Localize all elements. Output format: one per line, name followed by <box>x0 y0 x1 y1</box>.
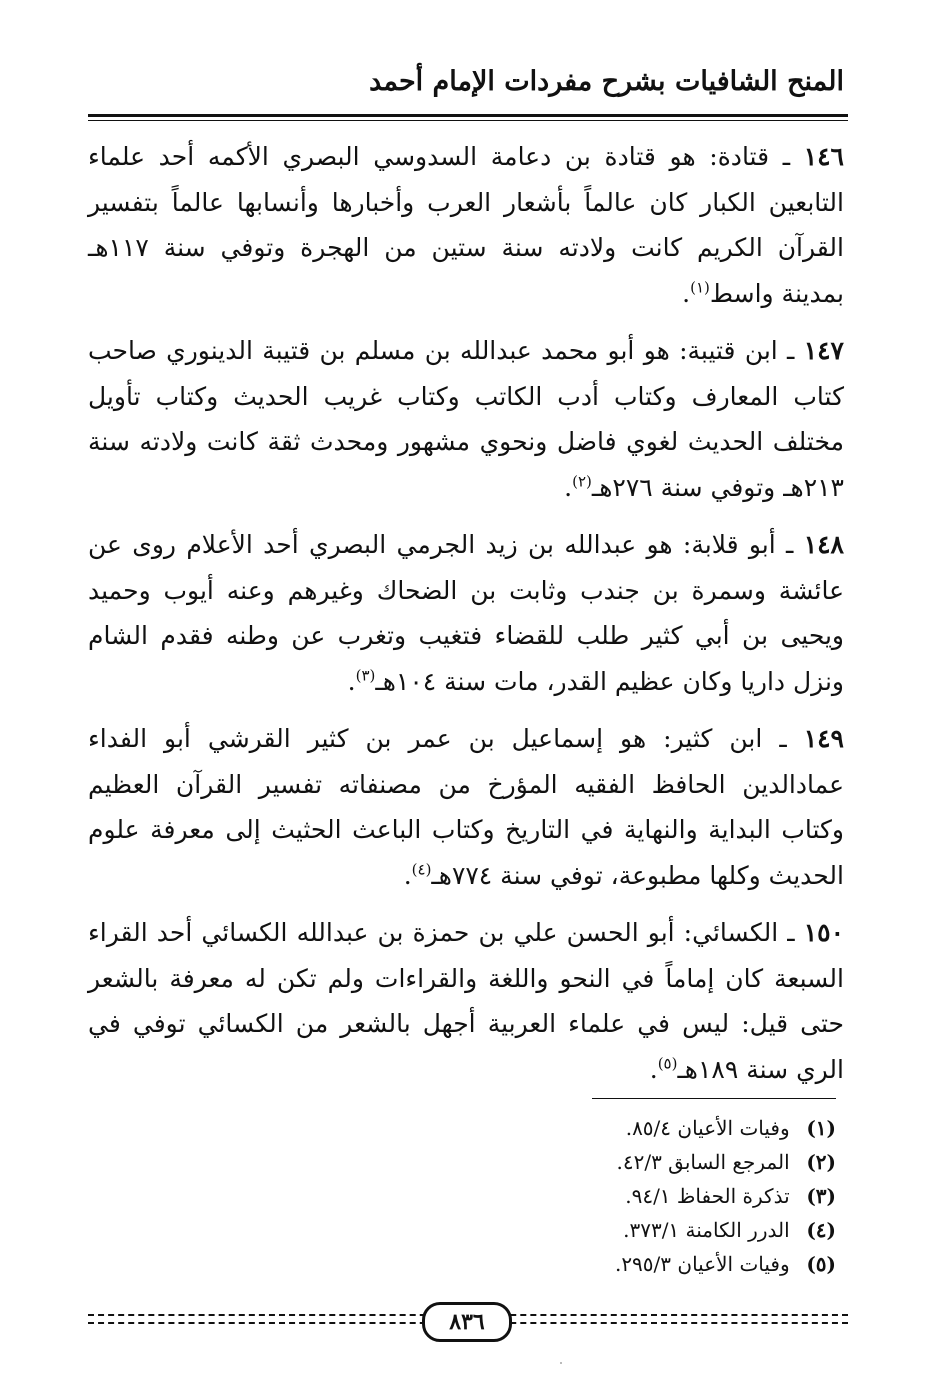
footnote-ref: (٣) <box>355 666 376 685</box>
biography-entry-149: ١٤٩ ـ ابن كثير: هو إسماعيل بن عمر بن كثير القرشي أبو الفداء عمادالدين الحافظ الفقيه المؤرخ من مصنفاته تفسير القرآن العظيم وكتاب البداية والنهاية في التاريخ وكتاب الباعث الحثيث إلى معرفة علوم الحديث وكلها مطبوعة، توفي سنة ٧٧٤هـ$^{(٤)}$. <box>88 724 844 890</box>
entry-number: ١٤٦ <box>803 142 844 171</box>
header-rule-thick <box>88 114 848 117</box>
footnote-label: (١) <box>806 1116 836 1140</box>
footnotes <box>436 1111 836 1281</box>
footnote-label: (٤) <box>806 1218 836 1242</box>
footnote-text: تذكرة الحفاظ ٩٤/١. <box>625 1184 790 1208</box>
main-text <box>88 134 844 1092</box>
entry-number: ١٥٠ <box>803 918 845 947</box>
page-footer <box>88 1304 848 1338</box>
footnote-label: (٥) <box>806 1252 836 1276</box>
header-rule-thin <box>88 120 848 121</box>
footnote-item <box>436 1179 836 1213</box>
entry-text: أبو قلابة: هو عبدالله بن زيد الجرمي البصري أحد الأعلام روى عن عائشة وسمرة بن جندب وثابت بن الضحاك وغيرهم وعنه أيوب وحميد ويحيى بن أبي كثير طلب للقضاء فتغيب وتغرب عن وطنه فقدم الشام ونزل داريا وكان عظيم القدر، مات سنة ١٠٤هـ <box>88 530 844 696</box>
entry-number: ١٤٩ <box>803 724 844 753</box>
entry-text: ابن قتيبة: هو أبو محمد عبدالله بن مسلم بن قتيبة الدينوري صاحب كتاب المعارف وكتاب أدب الكاتب وكتاب غريب الحديث وكتاب تأويل مختلف الحديث لغوي فاضل ونحوي مشهور ومحدث ثقة كانت ولادته سنة ٢١٣هـ وتوفي سنة ٢٧٦هـ <box>88 336 844 502</box>
footnote-ref: (١) <box>690 278 710 297</box>
footnote-label: (٢) <box>806 1150 836 1174</box>
biography-entry-147: ١٤٧ ـ ابن قتيبة: هو أبو محمد عبدالله بن مسلم بن قتيبة الدينوري صاحب كتاب المعارف وكتاب أدب الكاتب وكتاب غريب الحديث وكتاب تأويل مختلف الحديث لغوي فاضل ونحوي مشهور ومحدث ثقة كانت ولادته سنة ٢١٣هـ وتوفي سنة ٢٧٦هـ$^{(٢)}$. <box>88 336 844 502</box>
footnote-ref: (٥) <box>657 1054 678 1073</box>
entry-number: ١٤٧ <box>803 336 844 365</box>
footnote-separator <box>592 1098 836 1099</box>
footnote-ref: (٢) <box>572 472 592 491</box>
running-header-title: المنح الشافيات بشرح مفردات الإمام أحمد <box>369 66 844 97</box>
page-number: ٨٣٦ <box>422 1302 512 1342</box>
footnote-text: المرجع السابق ٤٢/٣. <box>616 1150 790 1174</box>
entry-text: ابن كثير: هو إسماعيل بن عمر بن كثير القرشي أبو الفداء عمادالدين الحافظ الفقيه المؤرخ من مصنفاته تفسير القرآن العظيم وكتاب البداية والنهاية في التاريخ وكتاب الباعث الحثيث إلى معرفة علوم الحديث وكلها مطبوعة، توفي سنة ٧٧٤هـ <box>88 724 844 890</box>
footnote-text: الدرر الكامنة ٣٧٣/١. <box>623 1218 790 1242</box>
entry-text: قتادة: هو قتادة بن دعامة السدوسي البصري الأكمه أحد علماء التابعين الكبار كان عالماً بأشعار العرب وأخبارها وأنسابها عالماً بتفسير القرآن الكريم كانت ولادته سنة ستين من الهجرة وتوفي سنة ١١٧هـ بمدينة واسط <box>88 142 844 308</box>
scan-speck <box>560 1362 562 1364</box>
footnote-ref: (٤) <box>411 860 432 879</box>
entry-number: ١٤٨ <box>803 530 844 559</box>
footnote-item <box>436 1213 836 1247</box>
footnote-item <box>436 1111 836 1145</box>
footnote-text: وفيات الأعيان ٢٩٥/٣. <box>614 1252 790 1276</box>
footnote-item <box>436 1247 836 1281</box>
biography-entry-146: ١٤٦ ـ قتادة: هو قتادة بن دعامة السدوسي البصري الأكمه أحد علماء التابعين الكبار كان عالماً بأشعار العرب وأخبارها وأنسابها عالماً بتفسير القرآن الكريم كانت ولادته سنة ستين من الهجرة وتوفي سنة ١١٧هـ بمدينة واسط$^{(١)}$. <box>88 142 844 308</box>
footnote-text: وفيات الأعيان ٨٥/٤. <box>625 1116 790 1140</box>
footnote-item <box>436 1145 836 1179</box>
footnote-label: (٣) <box>806 1184 836 1208</box>
entry-text: الكسائي: أبو الحسن علي بن حمزة بن عبدالله الكسائي أحد القراء السبعة كان إماماً في النحو واللغة والقراءات ولم تكن له معرفة بالشعر حتى قيل: ليس في علماء العربية أجهل بالشعر من الكسائي توفي في الري سنة ١٨٩هـ <box>88 918 844 1084</box>
biography-entry-148: ١٤٨ ـ أبو قلابة: هو عبدالله بن زيد الجرمي البصري أحد الأعلام روى عن عائشة وسمرة بن جندب وثابت بن الضحاك وغيرهم وعنه أيوب وحميد ويحيى بن أبي كثير طلب للقضاء فتغيب وتغرب عن وطنه فقدم الشام ونزل داريا وكان عظيم القدر، مات سنة ١٠٤هـ$^{(٣)}$. <box>88 530 844 696</box>
biography-entry-150: ١٥٠ ـ الكسائي: أبو الحسن علي بن حمزة بن عبدالله الكسائي أحد القراء السبعة كان إماماً في النحو واللغة والقراءات ولم تكن له معرفة بالشعر حتى قيل: ليس في علماء العربية أجهل بالشعر من الكسائي توفي في الري سنة ١٨٩هـ$^{(٥)}$. <box>88 918 845 1084</box>
